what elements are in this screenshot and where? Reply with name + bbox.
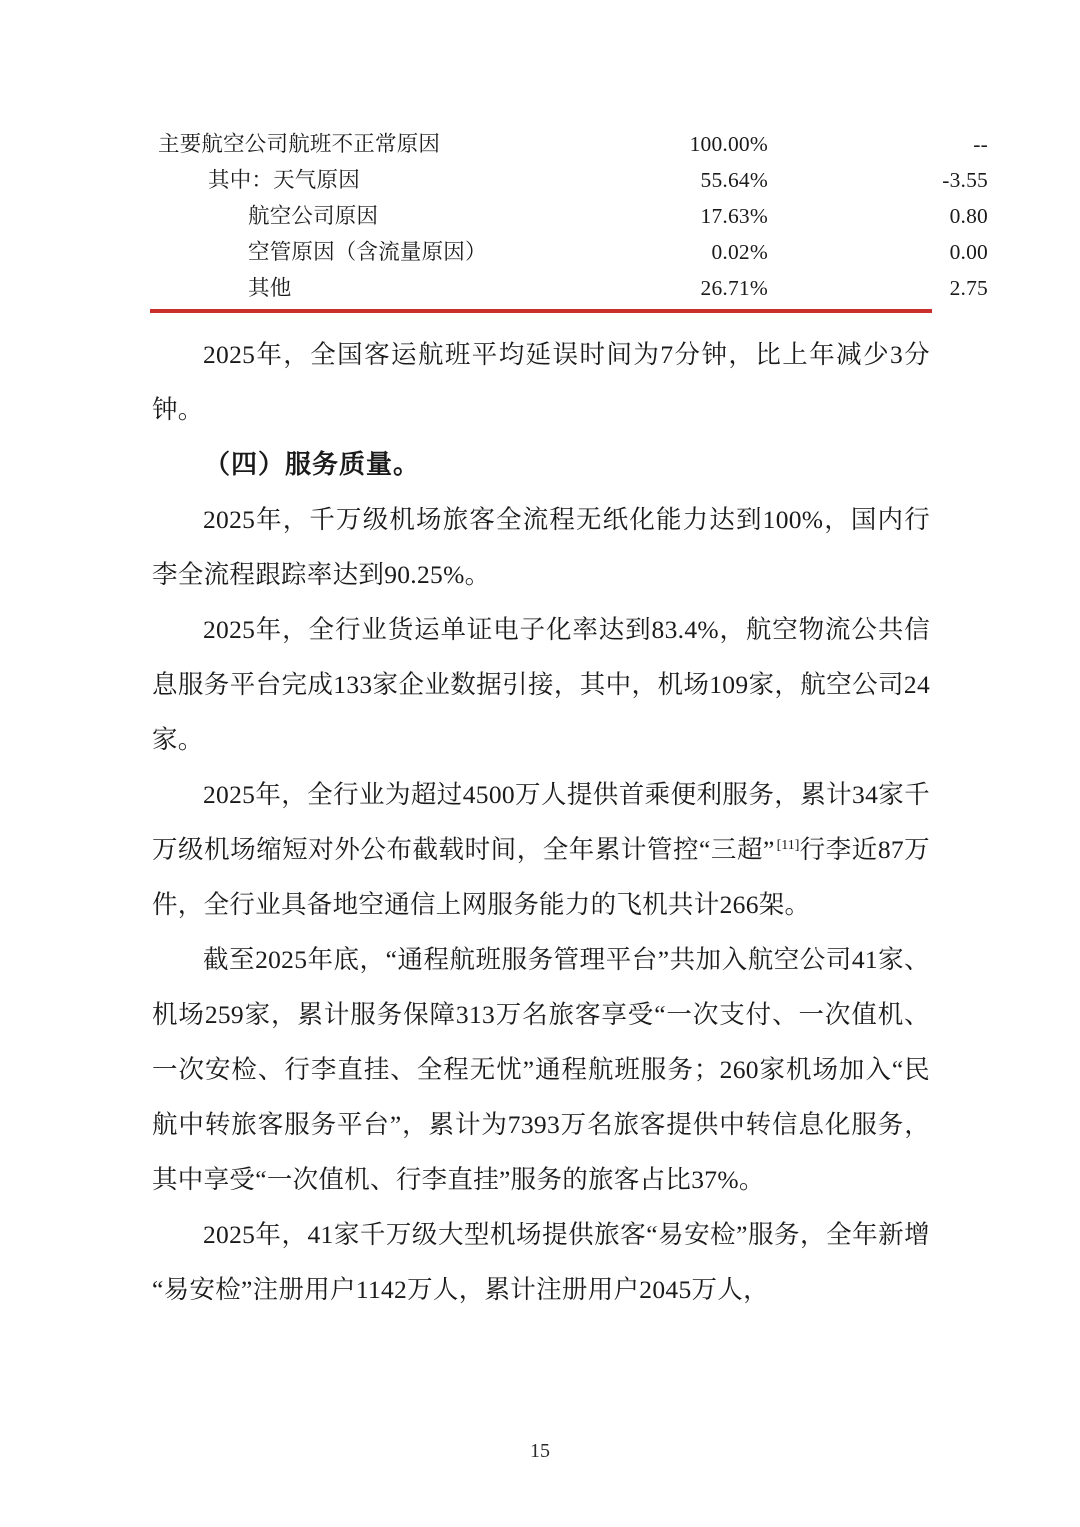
paragraph-through-flight-platform: 截至2025年底，“通程航班服务管理平台”共加入航空公司41家、机场259家，累计服务保障313万名旅客享受“一次支付、一次值机、一次安检、行李直挂、全程无忧”通程航班服务；260家机场加入“民航中转旅客服务平台”，累计为7393万名旅客提供中转信息化服务，其中享受“一次值机、行李直挂”服务的旅客占比37%。 [152, 945, 930, 1194]
table-row [152, 126, 988, 162]
flight-irregularity-table [152, 126, 988, 306]
table-cell-label: 空管原因（含流量原因） [248, 240, 487, 264]
paragraph-first-flight-text-lead: 2025年，全行业为超过4500万人提供首乘便利服务，累计34家千万级机场缩短对外公布截载时间，全年累计管控“三超” [152, 780, 930, 864]
paragraph-easy-security-check: 2025年，41家千万级大型机场提供旅客“易安检”服务，全年新增“易安检”注册用户1142万人，累计注册用户2045万人， [152, 1220, 930, 1304]
table-cell-delta: 0.00 [949, 240, 988, 264]
table-cell-label: 航空公司原因 [248, 204, 379, 228]
paragraph-flight-delay: 2025年，全国客运航班平均延误时间为7分钟，比上年减少3分钟。 [152, 340, 930, 424]
table-cell-percent: 0.02% [711, 240, 768, 264]
footnote-marker-11[interactable]: [11] [776, 837, 800, 853]
heading-service-quality: （四）服务质量。 [204, 449, 421, 479]
table-cell-delta: -3.55 [942, 168, 988, 192]
table-cell-label: 其中：天气原因 [208, 168, 360, 192]
table-cell-percent: 26.71% [700, 276, 768, 300]
table-cell-delta: 2.75 [949, 276, 988, 300]
table-cell-delta: -- [973, 132, 988, 156]
table-row [152, 234, 988, 270]
paragraph-paperless-travel: 2025年，千万级机场旅客全流程无纸化能力达到100%，国内行李全流程跟踪率达到90.25%。 [152, 505, 930, 589]
table-body [152, 126, 988, 306]
table-row [152, 198, 988, 234]
paragraph-first-flight-text-tail: 行李近87万件，全行业具备地空通信上网服务能力的飞机共计266架。 [152, 835, 930, 919]
page-number: 15 [530, 1440, 550, 1462]
table-cell-delta: 0.80 [949, 204, 988, 228]
table-cell-label: 主要航空公司航班不正常原因 [158, 132, 441, 156]
page-content [152, 0, 988, 1317]
table-cell-percent: 17.63% [700, 204, 768, 228]
paragraph-first-flight-service [152, 767, 930, 932]
table-cell-label: 其他 [248, 276, 292, 300]
paragraph-cargo-edocument: 2025年，全行业货运单证电子化率达到83.4%，航空物流公共信息服务平台完成133家企业数据引接，其中，机场109家，航空公司24家。 [152, 615, 930, 754]
table-cell-percent: 100.00% [689, 132, 768, 156]
table-row [152, 162, 988, 198]
table-row [152, 270, 988, 306]
table-bottom-rule [150, 309, 932, 313]
table-cell-percent: 55.64% [700, 168, 768, 192]
